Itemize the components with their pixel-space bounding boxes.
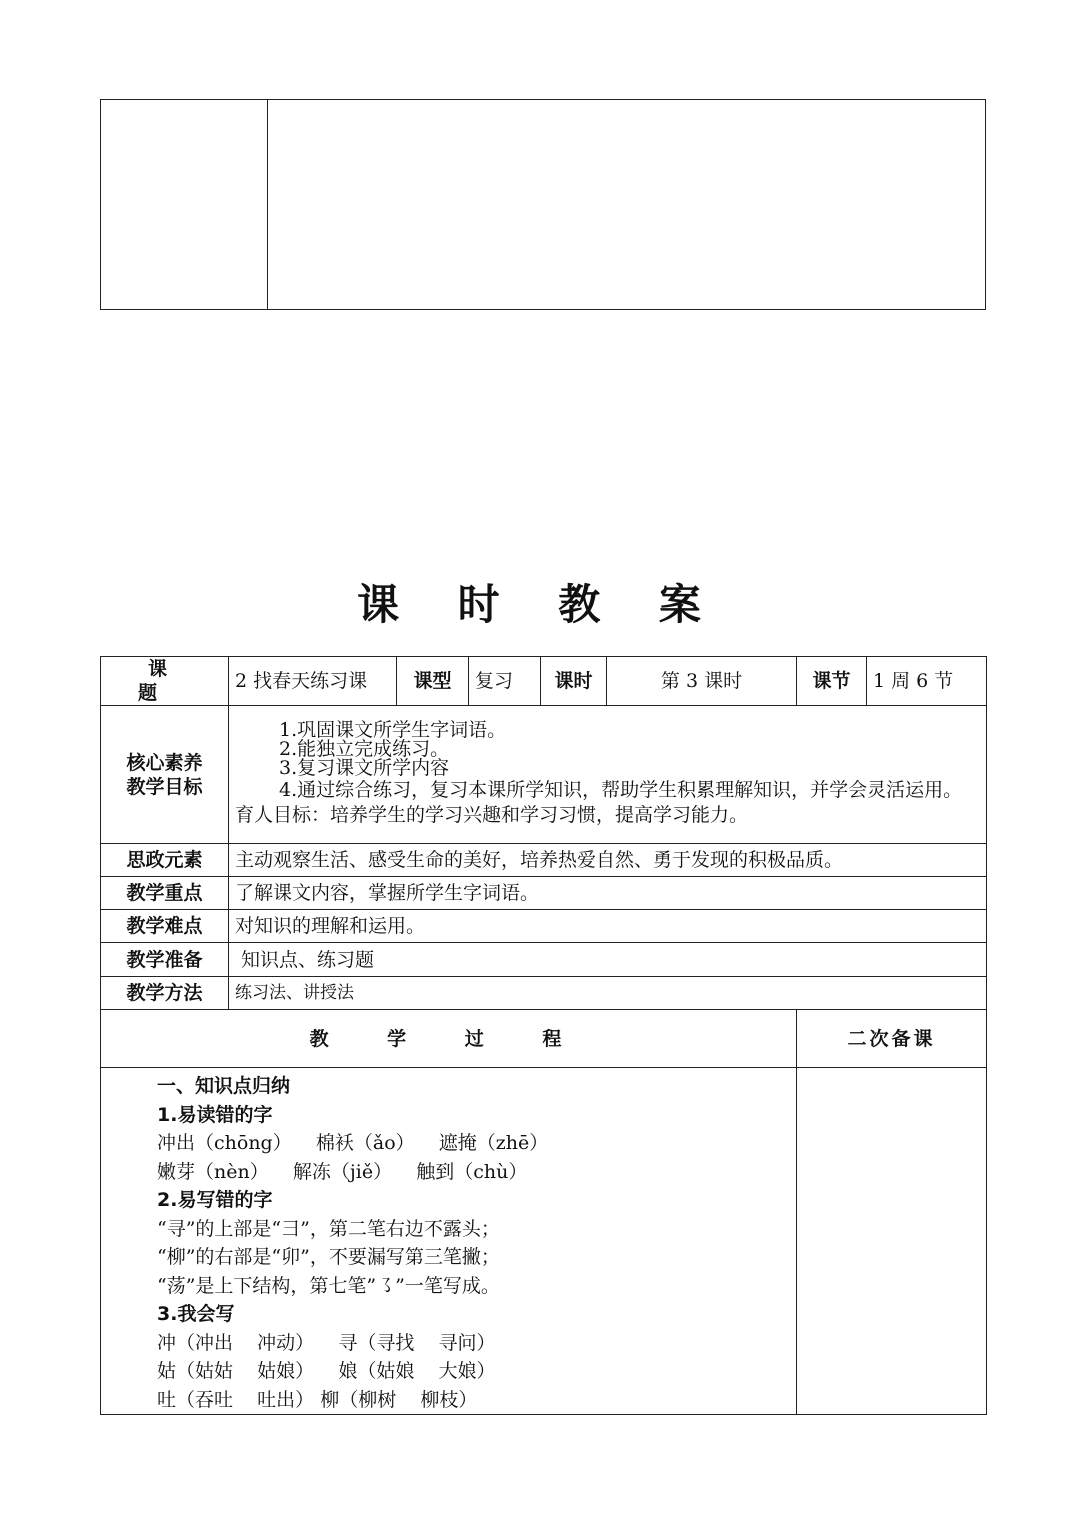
second-prep-content: [797, 1068, 987, 1415]
objective-item: 1.巩固课文所学生字词语。: [279, 719, 507, 741]
info-row: [101, 877, 987, 910]
row-label: 思政元素: [101, 844, 229, 877]
process-line: 冲（冲出 冲动） 寻（寻找 寻问）: [157, 1331, 496, 1354]
objective-item: 4.通过综合练习，复习本课所学知识，帮助学生积累理解知识，并学会灵活运用。: [279, 779, 963, 801]
type-label: 课型: [397, 657, 469, 706]
topic-label: 课 题: [101, 657, 229, 706]
row-label: 教学重点: [101, 877, 229, 910]
info-row: [101, 844, 987, 877]
process-line: 一、知识点归纳: [157, 1075, 291, 1097]
process-line: 吐（吞吐 吐出） 柳（柳树 柳枝）: [157, 1388, 478, 1411]
info-row: [101, 943, 987, 977]
row-value: 练习法、讲授法: [229, 977, 987, 1010]
objectives-label-line1: 核心素养: [126, 751, 203, 774]
process-content: [101, 1068, 797, 1415]
process-line: 3.我会写: [157, 1303, 235, 1325]
header-row: [101, 657, 987, 706]
process-header: 教 学 过 程: [101, 1010, 797, 1068]
lesson-plan-table: [100, 656, 987, 1415]
row-label: 教学方法: [101, 977, 229, 1010]
process-header-row: [101, 1010, 987, 1068]
top-empty-table: [100, 99, 986, 310]
process-line: 2.易写错的字: [157, 1189, 273, 1211]
row-value: 对知识的理解和运用。: [229, 910, 987, 943]
process-line: 嫩芽（nèn） 解冻（jiě） 触到（chù）: [157, 1160, 528, 1183]
row-value: 主动观察生活、感受生命的美好，培养热爱自然、勇于发现的积极品质。: [229, 844, 987, 877]
objectives-row: [101, 706, 987, 844]
process-line: “寻”的上部是“彐”，第二笔右边不露头；: [157, 1217, 500, 1240]
row-value: 了解课文内容，掌握所学生字词语。: [229, 877, 987, 910]
education-goal: 育人目标：培养学生的学习兴趣和学习习惯，提高学习能力。: [235, 804, 749, 826]
objective-item: 2.能独立完成练习。: [279, 738, 450, 760]
row-label: 教学难点: [101, 910, 229, 943]
process-line: 1.易读错的字: [157, 1103, 273, 1126]
process-line: 姑（姑姑 姑娘） 娘（姑娘 大娘）: [157, 1360, 496, 1382]
process-line: 冲出（chōng） 棉袄（ǎo） 遮掩（zhē）: [157, 1132, 549, 1154]
period-label: 课时: [541, 657, 607, 706]
section-label: 课节: [797, 657, 867, 706]
objectives-label: [101, 706, 229, 844]
process-line: “荡”是上下结构，第七笔”㇌”一笔写成。: [157, 1274, 500, 1297]
objectives-label-line2: 教学目标: [126, 775, 203, 798]
second-prep-header: 二次备课: [797, 1010, 987, 1068]
topic-value: 2 找春天练习课: [229, 657, 397, 706]
info-row: [101, 910, 987, 943]
objectives-content: [229, 706, 987, 844]
section-value: 1 周 6 节: [867, 657, 987, 706]
process-line: “柳”的右部是“卯”，不要漏写第三笔撇；: [157, 1246, 500, 1268]
top-table-divider: [267, 99, 268, 310]
type-value: 复习: [469, 657, 541, 706]
row-value: 知识点、练习题: [229, 943, 987, 977]
page-title: 课 时 教 案: [357, 580, 723, 629]
period-value: 第 3 课时: [607, 657, 797, 706]
info-row: [101, 977, 987, 1010]
row-label: 教学准备: [101, 943, 229, 977]
process-body-row: [101, 1068, 987, 1415]
objective-item: 3.复习课文所学内容: [279, 757, 450, 779]
